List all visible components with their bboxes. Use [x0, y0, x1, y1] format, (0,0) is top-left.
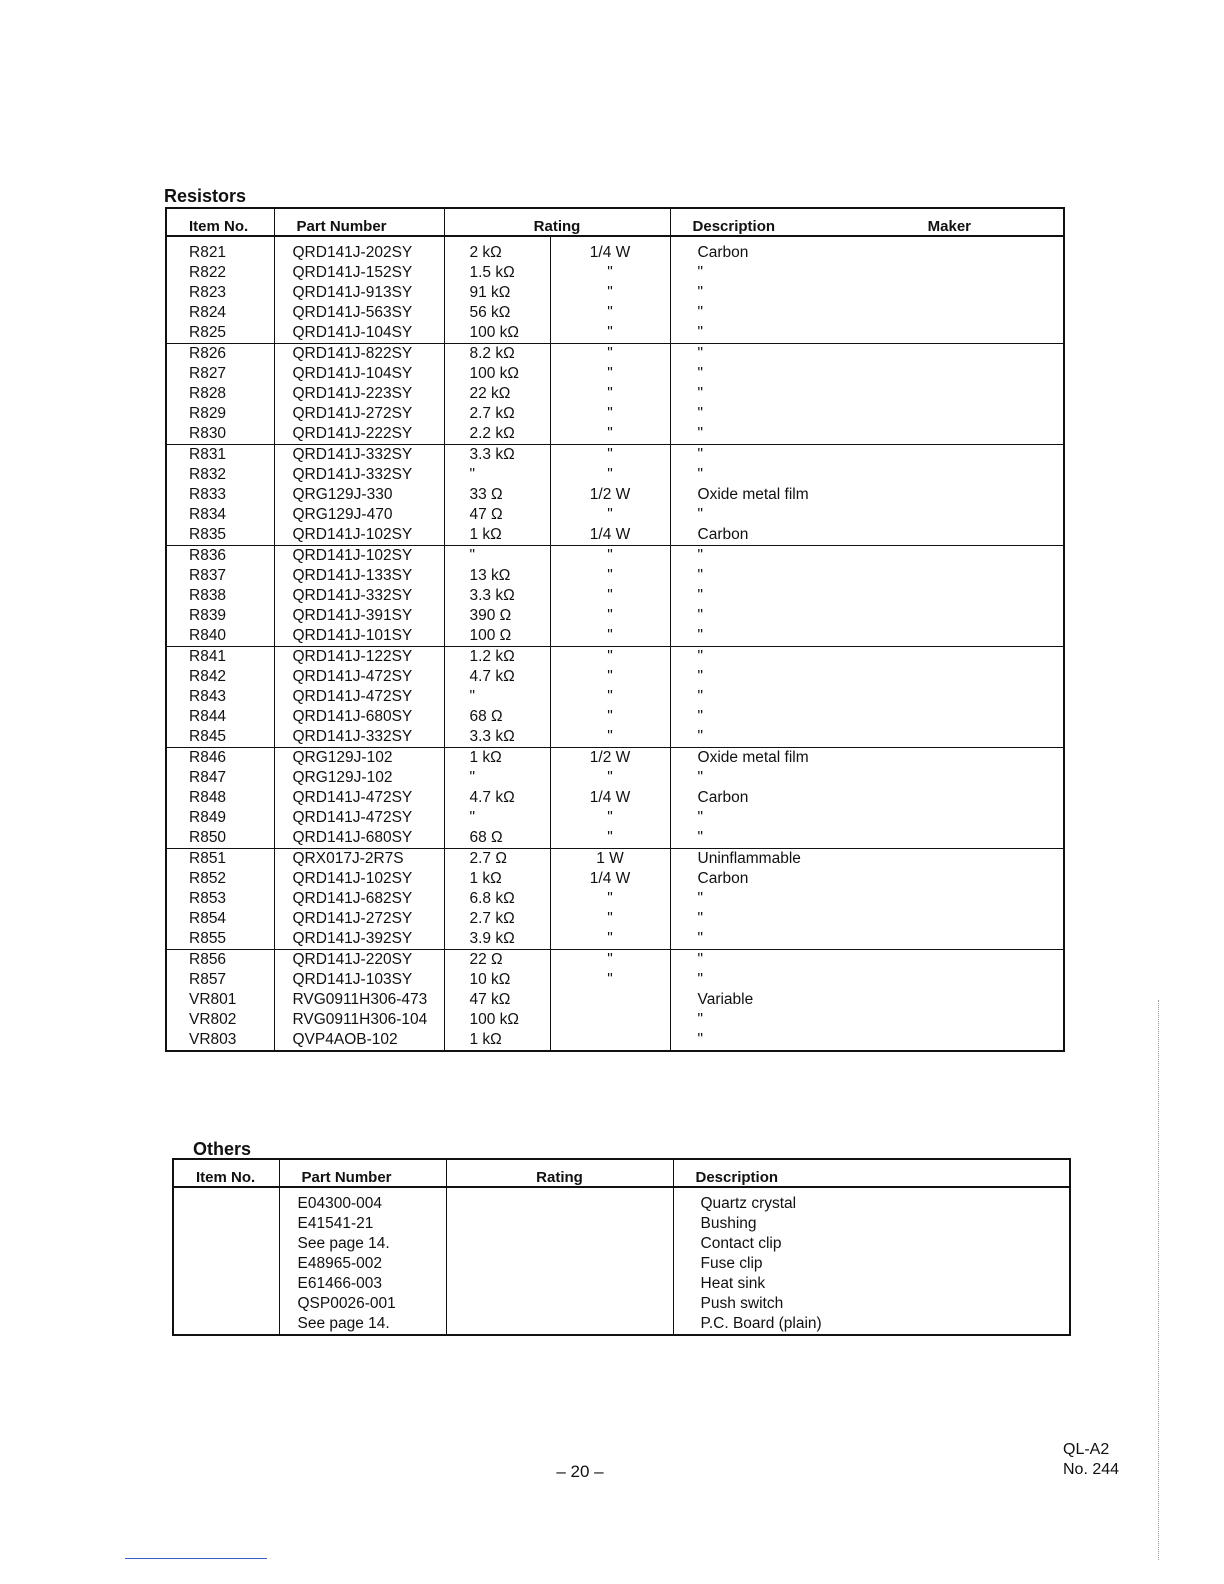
description-cell: "	[697, 1031, 704, 1048]
part-number-cell: QRD141J-102SY	[274, 869, 444, 889]
rating-value-cell: 1.2 kΩ	[444, 647, 550, 668]
table-row	[166, 424, 1064, 445]
table-row	[166, 606, 1064, 626]
description-cell: P.C. Board (plain)	[700, 1315, 822, 1332]
rating-wattage-cell: "	[550, 647, 670, 668]
part-number-cell: QRD141J-104SY	[274, 323, 444, 344]
rating-wattage-cell: "	[550, 384, 670, 404]
model-name: QL-A2	[1063, 1441, 1110, 1458]
rating-value-cell: 390 Ω	[444, 606, 550, 626]
item-no-cell: R842	[166, 667, 274, 687]
rating-wattage-cell: "	[550, 546, 670, 567]
rating-cell	[446, 1314, 673, 1335]
description-cell: "	[697, 910, 704, 927]
part-number-cell: QRD141J-682SY	[274, 889, 444, 909]
part-number-cell: E04300-004	[279, 1187, 446, 1214]
table-row	[166, 344, 1064, 365]
description-cell: "	[697, 264, 704, 281]
rating-value-cell: 3.3 kΩ	[444, 445, 550, 466]
rating-wattage-cell: "	[550, 727, 670, 748]
table-row	[166, 566, 1064, 586]
item-no-cell: R830	[166, 424, 274, 445]
rating-value-cell: 100 kΩ	[444, 1010, 550, 1030]
rating-wattage-cell	[550, 1030, 670, 1051]
rating-value-cell: 100 kΩ	[444, 323, 550, 344]
rating-value-cell: 1 kΩ	[444, 525, 550, 546]
item-no-cell	[173, 1187, 279, 1214]
right-edge-rule	[1158, 1000, 1159, 1560]
description-cell: "	[697, 385, 704, 402]
rating-wattage-cell: "	[550, 263, 670, 283]
item-no-cell: R852	[166, 869, 274, 889]
item-no-cell: R836	[166, 546, 274, 567]
rating-wattage-cell: "	[550, 344, 670, 365]
rating-value-cell: 22 Ω	[444, 950, 550, 971]
others-header-part-number: Part Number	[279, 1159, 446, 1187]
rating-wattage-cell: "	[550, 606, 670, 626]
rating-wattage-cell: "	[550, 586, 670, 606]
table-row	[173, 1254, 1070, 1274]
rating-value-cell: 2 kΩ	[444, 236, 550, 263]
item-no-cell: R827	[166, 364, 274, 384]
rating-value-cell: 2.7 kΩ	[444, 909, 550, 929]
part-number-cell: QRD141J-122SY	[274, 647, 444, 668]
rating-wattage-cell: "	[550, 445, 670, 466]
table-row	[166, 909, 1064, 929]
rating-wattage-cell: "	[550, 909, 670, 929]
table-row	[166, 869, 1064, 889]
item-no-cell: R847	[166, 768, 274, 788]
rating-value-cell: 1 kΩ	[444, 1030, 550, 1051]
resistors-body	[166, 236, 1064, 1051]
table-row	[166, 768, 1064, 788]
part-number-cell: QRD141J-563SY	[274, 303, 444, 323]
part-number-cell: QRD141J-272SY	[274, 404, 444, 424]
others-body	[173, 1187, 1070, 1335]
rating-wattage-cell: 1/4 W	[550, 525, 670, 546]
rating-wattage-cell: 1 W	[550, 849, 670, 870]
part-number-cell: QRX017J-2R7S	[274, 849, 444, 870]
rating-wattage-cell: "	[550, 929, 670, 950]
model-info	[1063, 1440, 1119, 1480]
table-row	[166, 828, 1064, 849]
part-number-cell: QRD141J-202SY	[274, 236, 444, 263]
rating-value-cell: 1.5 kΩ	[444, 263, 550, 283]
part-number-cell: E61466-003	[279, 1274, 446, 1294]
table-row	[173, 1274, 1070, 1294]
rating-wattage-cell: "	[550, 566, 670, 586]
description-cell: "	[697, 668, 704, 685]
rating-value-cell: "	[444, 687, 550, 707]
others-header-row	[173, 1159, 1070, 1187]
rating-value-cell: 47 Ω	[444, 505, 550, 525]
table-row	[166, 485, 1064, 505]
rating-value-cell: 100 kΩ	[444, 364, 550, 384]
rating-value-cell: 100 Ω	[444, 626, 550, 647]
description-cell: "	[697, 567, 704, 584]
header-rating: Rating	[444, 208, 670, 236]
part-number-cell: QRD141J-680SY	[274, 707, 444, 727]
rating-wattage-cell: "	[550, 465, 670, 485]
rating-value-cell: 2.7 kΩ	[444, 404, 550, 424]
item-no-cell: R849	[166, 808, 274, 828]
description-cell: "	[697, 648, 704, 665]
part-number-cell: RVG0911H306-473	[274, 990, 444, 1010]
item-no-cell: R851	[166, 849, 274, 870]
description-cell: "	[697, 890, 704, 907]
rating-value-cell: 2.7 Ω	[444, 849, 550, 870]
description-cell: "	[670, 626, 1064, 647]
rating-value-cell: 1 kΩ	[444, 869, 550, 889]
header-item-no: Item No.	[166, 208, 274, 236]
header-description	[670, 208, 1064, 236]
description-cell: "	[697, 951, 704, 968]
rating-value-cell: 68 Ω	[444, 707, 550, 727]
document-number: No. 244	[1063, 1461, 1120, 1478]
rating-value-cell: 68 Ω	[444, 828, 550, 849]
table-row	[166, 929, 1064, 950]
rating-value-cell: 4.7 kΩ	[444, 788, 550, 808]
table-row	[166, 303, 1064, 323]
part-number-cell: QRG129J-470	[274, 505, 444, 525]
part-number-cell: QRD141J-332SY	[274, 465, 444, 485]
rating-wattage-cell: "	[550, 303, 670, 323]
table-row	[166, 404, 1064, 424]
table-row	[166, 667, 1064, 687]
item-no-cell: R832	[166, 465, 274, 485]
description-cell: Carbon	[670, 525, 1064, 546]
rating-value-cell: 22 kΩ	[444, 384, 550, 404]
description-cell: "	[697, 708, 704, 725]
table-row	[166, 1030, 1064, 1051]
rating-wattage-cell	[550, 1010, 670, 1030]
rating-wattage-cell: "	[550, 889, 670, 909]
part-number-cell: E48965-002	[279, 1254, 446, 1274]
table-row	[166, 950, 1064, 971]
table-row	[166, 505, 1064, 525]
part-number-cell: QRD141J-472SY	[274, 687, 444, 707]
description-cell: "	[697, 466, 704, 483]
description-cell: Oxide metal film	[697, 486, 809, 503]
item-no-cell: VR801	[166, 990, 274, 1010]
header-description-label: Description	[692, 218, 776, 235]
item-no-cell: R838	[166, 586, 274, 606]
item-no-cell: R854	[166, 909, 274, 929]
item-no-cell: R823	[166, 283, 274, 303]
part-number-cell: QRD141J-822SY	[274, 344, 444, 365]
description-cell: Oxide metal film	[697, 749, 809, 766]
table-row	[166, 546, 1064, 567]
description-cell: Quartz crystal	[700, 1195, 797, 1212]
table-row	[173, 1314, 1070, 1335]
rating-cell	[446, 1274, 673, 1294]
description-cell: Contact clip	[700, 1235, 782, 1252]
part-number-cell: QRG129J-102	[274, 768, 444, 788]
item-no-cell: R834	[166, 505, 274, 525]
description-cell: "	[697, 304, 704, 321]
rating-value-cell: 47 kΩ	[444, 990, 550, 1010]
table-row	[166, 283, 1064, 303]
rating-wattage-cell: 1/2 W	[550, 485, 670, 505]
rating-value-cell: 8.2 kΩ	[444, 344, 550, 365]
table-row	[173, 1214, 1070, 1234]
rating-cell	[446, 1254, 673, 1274]
part-number-cell: QRD141J-102SY	[274, 525, 444, 546]
part-number-cell: QRD141J-152SY	[274, 263, 444, 283]
part-number-cell: QRD141J-680SY	[274, 828, 444, 849]
part-number-cell: QRD141J-101SY	[274, 626, 444, 647]
description-cell: Uninflammable	[697, 850, 801, 867]
rating-value-cell: 6.8 kΩ	[444, 889, 550, 909]
description-cell: "	[697, 506, 704, 523]
part-number-cell: QRD141J-913SY	[274, 283, 444, 303]
part-number-cell: QRD141J-332SY	[274, 727, 444, 748]
part-number-cell: QRD141J-391SY	[274, 606, 444, 626]
description-cell: "	[697, 769, 704, 786]
table-row	[166, 236, 1064, 263]
page-number: – 20 –	[556, 1462, 604, 1481]
part-number-cell: See page 14.	[279, 1314, 446, 1335]
description-cell: "	[697, 688, 704, 705]
table-row	[166, 465, 1064, 485]
part-number-cell: QVP4AOB-102	[274, 1030, 444, 1051]
table-row	[166, 525, 1064, 546]
rating-wattage-cell: "	[550, 970, 670, 990]
table-row	[166, 1010, 1064, 1030]
part-number-cell: QRD141J-102SY	[274, 546, 444, 567]
description-cell: "	[697, 446, 704, 463]
rating-wattage-cell: 1/4 W	[550, 236, 670, 263]
description-cell: "	[670, 727, 1064, 748]
rating-wattage-cell: "	[550, 424, 670, 445]
rating-wattage-cell: "	[550, 404, 670, 424]
rating-value-cell: "	[444, 768, 550, 788]
rating-value-cell: 1 kΩ	[444, 748, 550, 769]
item-no-cell: R835	[166, 525, 274, 546]
item-no-cell: R824	[166, 303, 274, 323]
rating-wattage-cell: "	[550, 505, 670, 525]
rating-value-cell: "	[444, 465, 550, 485]
item-no-cell: R841	[166, 647, 274, 668]
part-number-cell: QRD141J-133SY	[274, 566, 444, 586]
table-row	[166, 586, 1064, 606]
item-no-cell: R850	[166, 828, 274, 849]
item-no-cell: R848	[166, 788, 274, 808]
item-no-cell	[173, 1214, 279, 1234]
table-row	[166, 808, 1064, 828]
others-title: Others	[193, 1139, 252, 1159]
table-row	[166, 445, 1064, 466]
item-no-cell: R826	[166, 344, 274, 365]
footer-rule	[125, 1558, 267, 1559]
table-row	[166, 970, 1064, 990]
table-row	[166, 727, 1064, 748]
item-no-cell: R821	[166, 236, 274, 263]
table-row	[166, 626, 1064, 647]
part-number-cell: QRD141J-103SY	[274, 970, 444, 990]
rating-wattage-cell: "	[550, 687, 670, 707]
description-cell: "	[670, 929, 1064, 950]
table-row	[173, 1234, 1070, 1254]
rating-wattage-cell: "	[550, 667, 670, 687]
description-cell: Fuse clip	[700, 1255, 763, 1272]
resistors-table	[165, 207, 1065, 1052]
part-number-cell: QRD141J-332SY	[274, 445, 444, 466]
description-cell: Carbon	[697, 789, 749, 806]
others-header-description: Description	[673, 1159, 1070, 1187]
part-number-cell: QRD141J-222SY	[274, 424, 444, 445]
item-no-cell: R831	[166, 445, 274, 466]
table-row	[166, 889, 1064, 909]
table-row	[166, 788, 1064, 808]
table-row	[166, 647, 1064, 668]
table-row	[166, 364, 1064, 384]
rating-value-cell: 3.3 kΩ	[444, 727, 550, 748]
rating-wattage-cell: 1/2 W	[550, 748, 670, 769]
rating-wattage-cell: "	[550, 808, 670, 828]
description-cell: Carbon	[697, 244, 749, 261]
part-number-cell: QRG129J-102	[274, 748, 444, 769]
item-no-cell	[173, 1294, 279, 1314]
description-cell: "	[670, 323, 1064, 344]
table-row	[166, 990, 1064, 1010]
description-cell: "	[697, 809, 704, 826]
item-no-cell: VR803	[166, 1030, 274, 1051]
description-cell: "	[697, 1011, 704, 1028]
item-no-cell: VR802	[166, 1010, 274, 1030]
table-row	[166, 263, 1064, 283]
rating-cell	[446, 1234, 673, 1254]
rating-value-cell: 33 Ω	[444, 485, 550, 505]
rating-value-cell: 4.7 kΩ	[444, 667, 550, 687]
rating-wattage-cell: "	[550, 626, 670, 647]
description-cell: "	[670, 828, 1064, 849]
item-no-cell: R839	[166, 606, 274, 626]
item-no-cell: R853	[166, 889, 274, 909]
item-no-cell: R844	[166, 707, 274, 727]
item-no-cell: R825	[166, 323, 274, 344]
description-cell: "	[670, 424, 1064, 445]
description-cell: Variable	[697, 991, 754, 1008]
rating-wattage-cell: 1/4 W	[550, 869, 670, 889]
description-cell: "	[697, 345, 704, 362]
part-number-cell: QRD141J-220SY	[274, 950, 444, 971]
description-cell: Heat sink	[700, 1275, 766, 1292]
item-no-cell	[173, 1254, 279, 1274]
item-no-cell: R856	[166, 950, 274, 971]
others-header-item-no: Item No.	[173, 1159, 279, 1187]
item-no-cell: R837	[166, 566, 274, 586]
item-no-cell: R828	[166, 384, 274, 404]
table-row	[166, 384, 1064, 404]
part-number-cell: QRD141J-332SY	[274, 586, 444, 606]
rating-value-cell: 56 kΩ	[444, 303, 550, 323]
others-table	[172, 1158, 1071, 1336]
part-number-cell: QRD141J-472SY	[274, 667, 444, 687]
table-row	[173, 1294, 1070, 1314]
item-no-cell: R829	[166, 404, 274, 424]
rating-wattage-cell: 1/4 W	[550, 788, 670, 808]
rating-value-cell: "	[444, 546, 550, 567]
item-no-cell: R843	[166, 687, 274, 707]
rating-value-cell: 3.9 kΩ	[444, 929, 550, 950]
rating-value-cell: 91 kΩ	[444, 283, 550, 303]
description-cell: Bushing	[700, 1215, 757, 1232]
rating-wattage-cell	[550, 990, 670, 1010]
rating-value-cell: "	[444, 808, 550, 828]
item-no-cell	[173, 1274, 279, 1294]
item-no-cell: R822	[166, 263, 274, 283]
item-no-cell: R855	[166, 929, 274, 950]
description-cell: "	[697, 971, 704, 988]
part-number-cell: RVG0911H306-104	[274, 1010, 444, 1030]
header-maker: Maker	[927, 218, 972, 235]
item-no-cell	[173, 1314, 279, 1335]
description-cell: "	[697, 284, 704, 301]
rating-wattage-cell: "	[550, 707, 670, 727]
rating-value-cell: 3.3 kΩ	[444, 586, 550, 606]
item-no-cell: R845	[166, 727, 274, 748]
description-cell: "	[697, 405, 704, 422]
resistors-header-row	[166, 208, 1064, 236]
rating-cell	[446, 1214, 673, 1234]
rating-wattage-cell: "	[550, 950, 670, 971]
description-cell: "	[697, 365, 704, 382]
item-no-cell: R833	[166, 485, 274, 505]
table-row	[166, 748, 1064, 769]
table-row	[166, 707, 1064, 727]
description-cell: Carbon	[697, 870, 749, 887]
part-number-cell: QRD141J-272SY	[274, 909, 444, 929]
table-row	[166, 849, 1064, 870]
part-number-cell: QSP0026-001	[279, 1294, 446, 1314]
rating-cell	[446, 1187, 673, 1214]
part-number-cell: See page 14.	[279, 1234, 446, 1254]
header-part-number: Part Number	[274, 208, 444, 236]
part-number-cell: QRD141J-472SY	[274, 808, 444, 828]
rating-wattage-cell: "	[550, 828, 670, 849]
rating-wattage-cell: "	[550, 283, 670, 303]
part-number-cell: QRD141J-104SY	[274, 364, 444, 384]
rating-value-cell: 2.2 kΩ	[444, 424, 550, 445]
description-cell: "	[697, 607, 704, 624]
rating-cell	[446, 1294, 673, 1314]
part-number-cell: QRG129J-330	[274, 485, 444, 505]
rating-wattage-cell: "	[550, 323, 670, 344]
item-no-cell	[173, 1234, 279, 1254]
item-no-cell: R840	[166, 626, 274, 647]
others-header-rating: Rating	[446, 1159, 673, 1187]
part-number-cell: QRD141J-472SY	[274, 788, 444, 808]
resistors-title: Resistors	[164, 186, 247, 206]
table-row	[173, 1187, 1070, 1214]
description-cell: Push switch	[700, 1295, 784, 1312]
rating-wattage-cell: "	[550, 364, 670, 384]
item-no-cell: R846	[166, 748, 274, 769]
rating-wattage-cell: "	[550, 768, 670, 788]
table-row	[166, 687, 1064, 707]
part-number-cell: QRD141J-392SY	[274, 929, 444, 950]
rating-value-cell: 13 kΩ	[444, 566, 550, 586]
table-row	[166, 323, 1064, 344]
description-cell: "	[697, 587, 704, 604]
part-number-cell: E41541-21	[279, 1214, 446, 1234]
rating-value-cell: 10 kΩ	[444, 970, 550, 990]
part-number-cell: QRD141J-223SY	[274, 384, 444, 404]
description-cell: "	[697, 547, 704, 564]
item-no-cell: R857	[166, 970, 274, 990]
